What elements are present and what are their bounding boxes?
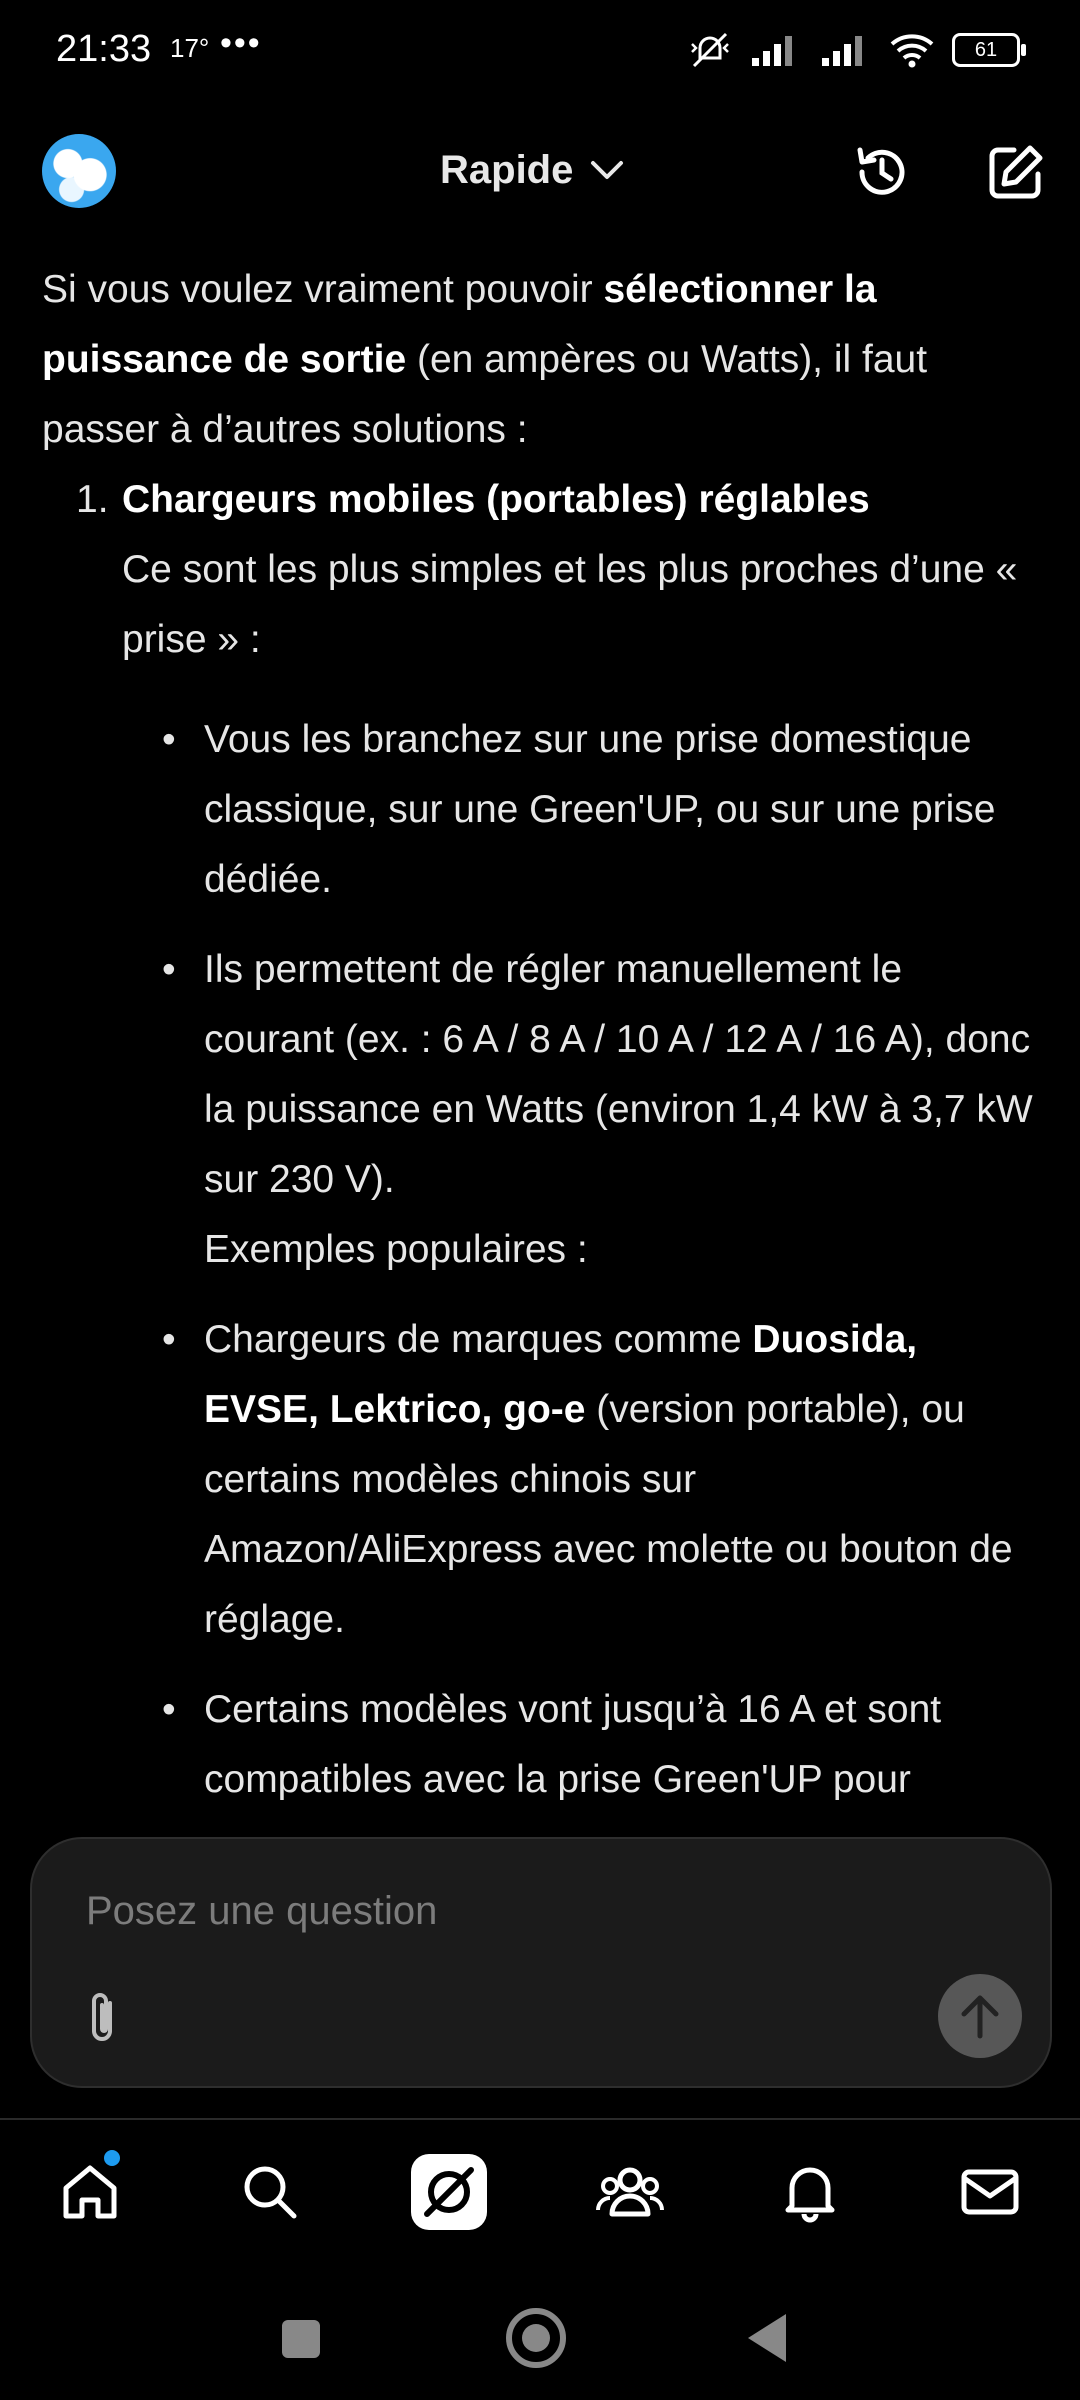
mode-selector[interactable] (440, 148, 625, 193)
attachment-icon[interactable] (80, 1989, 126, 2049)
intro-bold: sélectionner la puissance de sortie (42, 268, 877, 381)
mode-label: Rapide (440, 148, 574, 192)
temperature: 17° (170, 33, 210, 63)
home-icon (58, 2160, 122, 2224)
message-composer[interactable] (30, 1837, 1052, 2088)
mute-vibrate-icon (688, 30, 732, 70)
nav-messages[interactable] (948, 2150, 1032, 2234)
question-input[interactable]: Posez une question (86, 1889, 438, 1933)
nav-search[interactable] (228, 2150, 312, 2234)
bullet-item: • Chargeurs de marques comme Duosida, EVSE, Lektrico, go-e (version portable), ou certains modèles chinois sur Amazon/AliExpress avec molette ou bouton de réglage. (42, 1305, 1042, 1655)
nav-home[interactable] (48, 2150, 132, 2234)
message-intro: Si vous voulez vraiment pouvoir sélectionner la puissance de sortie (en ampères ou Watts), il faut passer à d’autres solutions : (42, 268, 928, 451)
list-item-title: Chargeurs mobiles (portables) réglables (122, 478, 870, 521)
back-button[interactable] (748, 2314, 786, 2362)
list-item-description: Ce sont les plus simples et les plus proches d’une « prise » : (122, 548, 1018, 661)
list-number: 1. (76, 478, 109, 521)
chevron-down-icon (589, 159, 625, 183)
clock: 21:33 (56, 28, 152, 70)
bullet-list (42, 705, 1042, 1815)
status-bar (0, 0, 1080, 100)
signal-icon (750, 32, 802, 68)
bullet-item: • Ils permettent de régler manuellement le courant (ex. : 6 A / 8 A / 10 A / 12 A / 16 A), donc la puissance en Watts (environ 1,4 kW à 3,7 kW sur 230 V). Exemples populaires : (42, 935, 1042, 1285)
nav-grok[interactable] (411, 2154, 487, 2230)
new-chat-icon[interactable] (984, 140, 1048, 204)
bullet-item: • Certains modèles vont jusqu’à 16 A et sont compatibles avec la prise Green'UP pour (42, 1675, 1042, 1815)
avatar[interactable] (42, 134, 116, 208)
nav-notifications[interactable] (768, 2150, 852, 2234)
send-button[interactable] (938, 1974, 1022, 2058)
community-icon (596, 2160, 664, 2224)
home-system-button[interactable] (506, 2308, 566, 2368)
mail-icon (958, 2160, 1022, 2224)
system-navigation-bar (0, 2270, 1080, 2400)
assistant-message (42, 255, 1042, 1835)
arrow-up-icon (958, 1992, 1002, 2040)
wifi-icon (890, 32, 934, 68)
list-item (42, 465, 1042, 675)
signal-icon-2 (820, 32, 872, 68)
more-notifications-icon: ••• (220, 24, 262, 62)
chat-header (0, 120, 1080, 230)
notification-dot (104, 2150, 120, 2166)
battery-indicator: 61 (952, 33, 1020, 67)
search-icon (238, 2160, 302, 2224)
grok-icon (419, 2162, 479, 2222)
nav-communities[interactable] (588, 2150, 672, 2234)
recents-button[interactable] (282, 2320, 320, 2358)
bell-icon (778, 2160, 842, 2224)
bullet-item: • Vous les branchez sur une prise domestique classique, sur une Green'UP, ou sur une prise dédiée. (42, 705, 1042, 915)
bottom-navigation (0, 2118, 1080, 2270)
history-icon[interactable] (850, 140, 914, 204)
